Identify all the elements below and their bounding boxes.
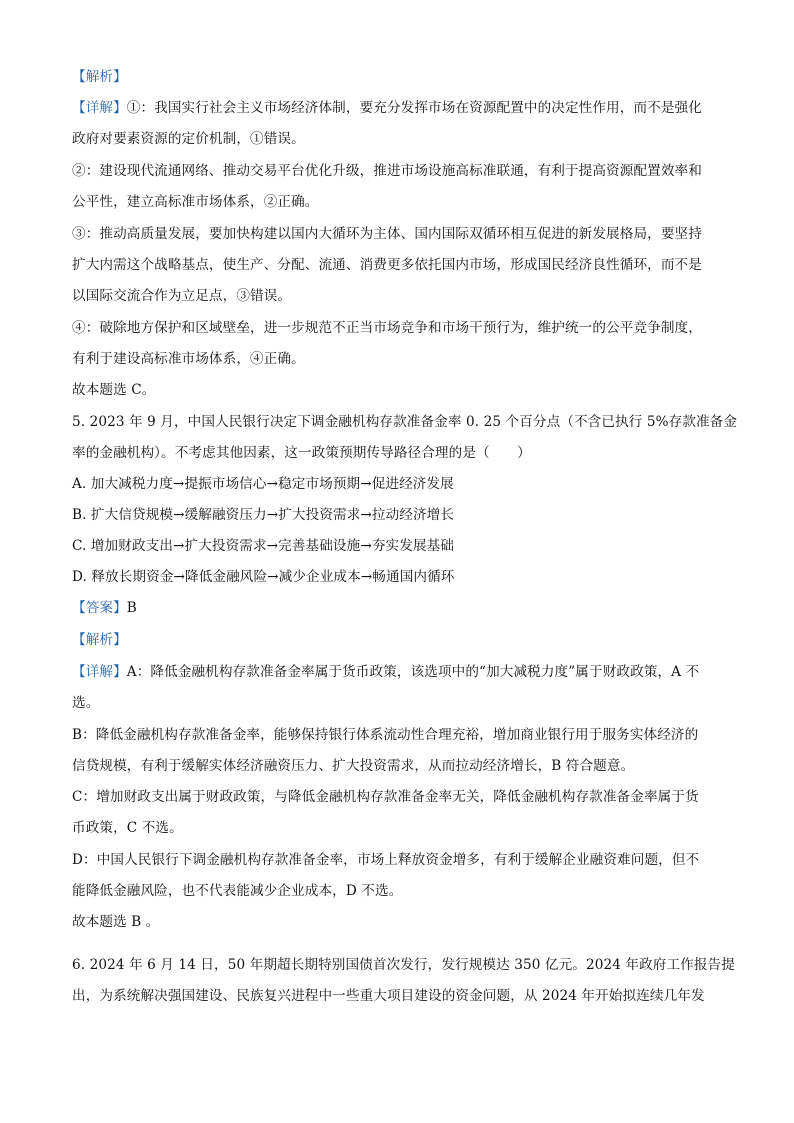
- question-stem-line: 5. 2023 年 9 月，中国人民银行决定下调金融机构存款准备金率 0. 25 个百分点（不含已执行 5%存款准备金: [72, 414, 738, 430]
- answer-line: [72, 598, 732, 618]
- detail-paragraph-line: 公平性，建立高标准市场体系，②正确。: [72, 194, 319, 210]
- detail-paragraph-line: ③：推动高质量发展，要加快构建以国内大循环为主体、国内国际双循环相互促进的新发展格局，要坚持: [72, 226, 702, 242]
- detail-heading: 【详解】: [72, 664, 127, 680]
- detail-heading: 【详解】: [72, 100, 127, 116]
- detail-paragraph-line: ②：建设现代流通网络、推动交易平台优化升级，推进市场设施高标准联通，有利于提高资源配置效率和: [72, 163, 702, 179]
- question-stem-line: 率的金融机构）。不考虑其他因素，这一政策预期传导路径合理的是（ ）: [72, 445, 531, 461]
- detail-paragraph-line: 币政策，C 不选。: [72, 820, 183, 836]
- detail-paragraph-line: ④：破除地方保护和区域壁垒，进一步规范不正当市场竞争和市场干预行为，维护统一的公平竞争制度，: [72, 320, 702, 336]
- conclusion-line: 故本题选 C。: [72, 382, 156, 398]
- detail-paragraph-line: 以国际交流合作为立足点，③错误。: [72, 288, 292, 304]
- detail-paragraph-line: C：增加财政支出属于财政政策，与降低金融机构存款准备金率无关，降低金融机构存款准备金率属于货: [72, 789, 699, 805]
- option-c: C. 增加财政支出→扩大投资需求→完善基础设施→夯实发展基础: [72, 538, 454, 554]
- detail-paragraph-line: 有利于建设高标准市场体系，④正确。: [72, 351, 305, 367]
- question-stem-line: 6. 2024 年 6 月 14 日，50 年期超长期特别国债首次发行，发行规模达 350 亿元。2024 年政府工作报告提: [72, 957, 735, 973]
- answer-heading: 【答案】: [72, 600, 127, 616]
- detail-paragraph-line: [72, 662, 732, 682]
- detail-text: ①：我国实行社会主义市场经济体制，要充分发挥市场在资源配置中的决定性作用，而不是强化: [126, 100, 702, 116]
- conclusion-line: 故本题选 B 。: [72, 914, 160, 930]
- detail-text: A：降低金融机构存款准备金率属于货币政策，该选项中的“加大减税力度”属于财政政策，A 不: [126, 664, 700, 680]
- detail-paragraph-line: [72, 98, 732, 118]
- option-a: A. 加大减税力度→提振市场信心→稳定市场预期→促进经济发展: [72, 476, 454, 492]
- analysis-heading: 【解析】: [72, 69, 127, 85]
- detail-paragraph-line: B：降低金融机构存款准备金率，能够保持银行体系流动性合理充裕，增加商业银行用于服务实体经济的: [72, 727, 699, 743]
- detail-paragraph-line: 扩大内需这个战略基点，使生产、分配、流通、消费更多依托国内市场，形成国民经济良性循环，而不是: [72, 257, 702, 273]
- answer-value: B: [126, 600, 137, 616]
- question-stem-line: 出，为系统解决强国建设、民族复兴进程中一些重大项目建设的资金问题，从 2024 年开始拟连续几年发: [72, 988, 705, 1004]
- detail-paragraph-line: 能降低金融风险，也不代表能减少企业成本，D 不选。: [72, 883, 403, 899]
- detail-paragraph-line: D：中国人民银行下调金融机构存款准备金率，市场上释放资金增多，有利于缓解企业融资难问题，但不: [72, 852, 700, 868]
- option-b: B. 扩大信贷规模→缓解融资压力→扩大投资需求→拉动经济增长: [72, 507, 455, 523]
- detail-paragraph-line: 信贷规模，有利于缓解实体经济融资压力、扩大投资需求，从而拉动经济增长，B 符合题意。: [72, 758, 635, 774]
- option-d: D. 释放长期资金→降低金融风险→减少企业成本→畅通国内循环: [72, 569, 455, 585]
- analysis-heading: 【解析】: [72, 632, 127, 648]
- detail-paragraph-line: 选。: [72, 695, 100, 711]
- detail-paragraph-line: 政府对要素资源的定价机制，①错误。: [72, 131, 305, 147]
